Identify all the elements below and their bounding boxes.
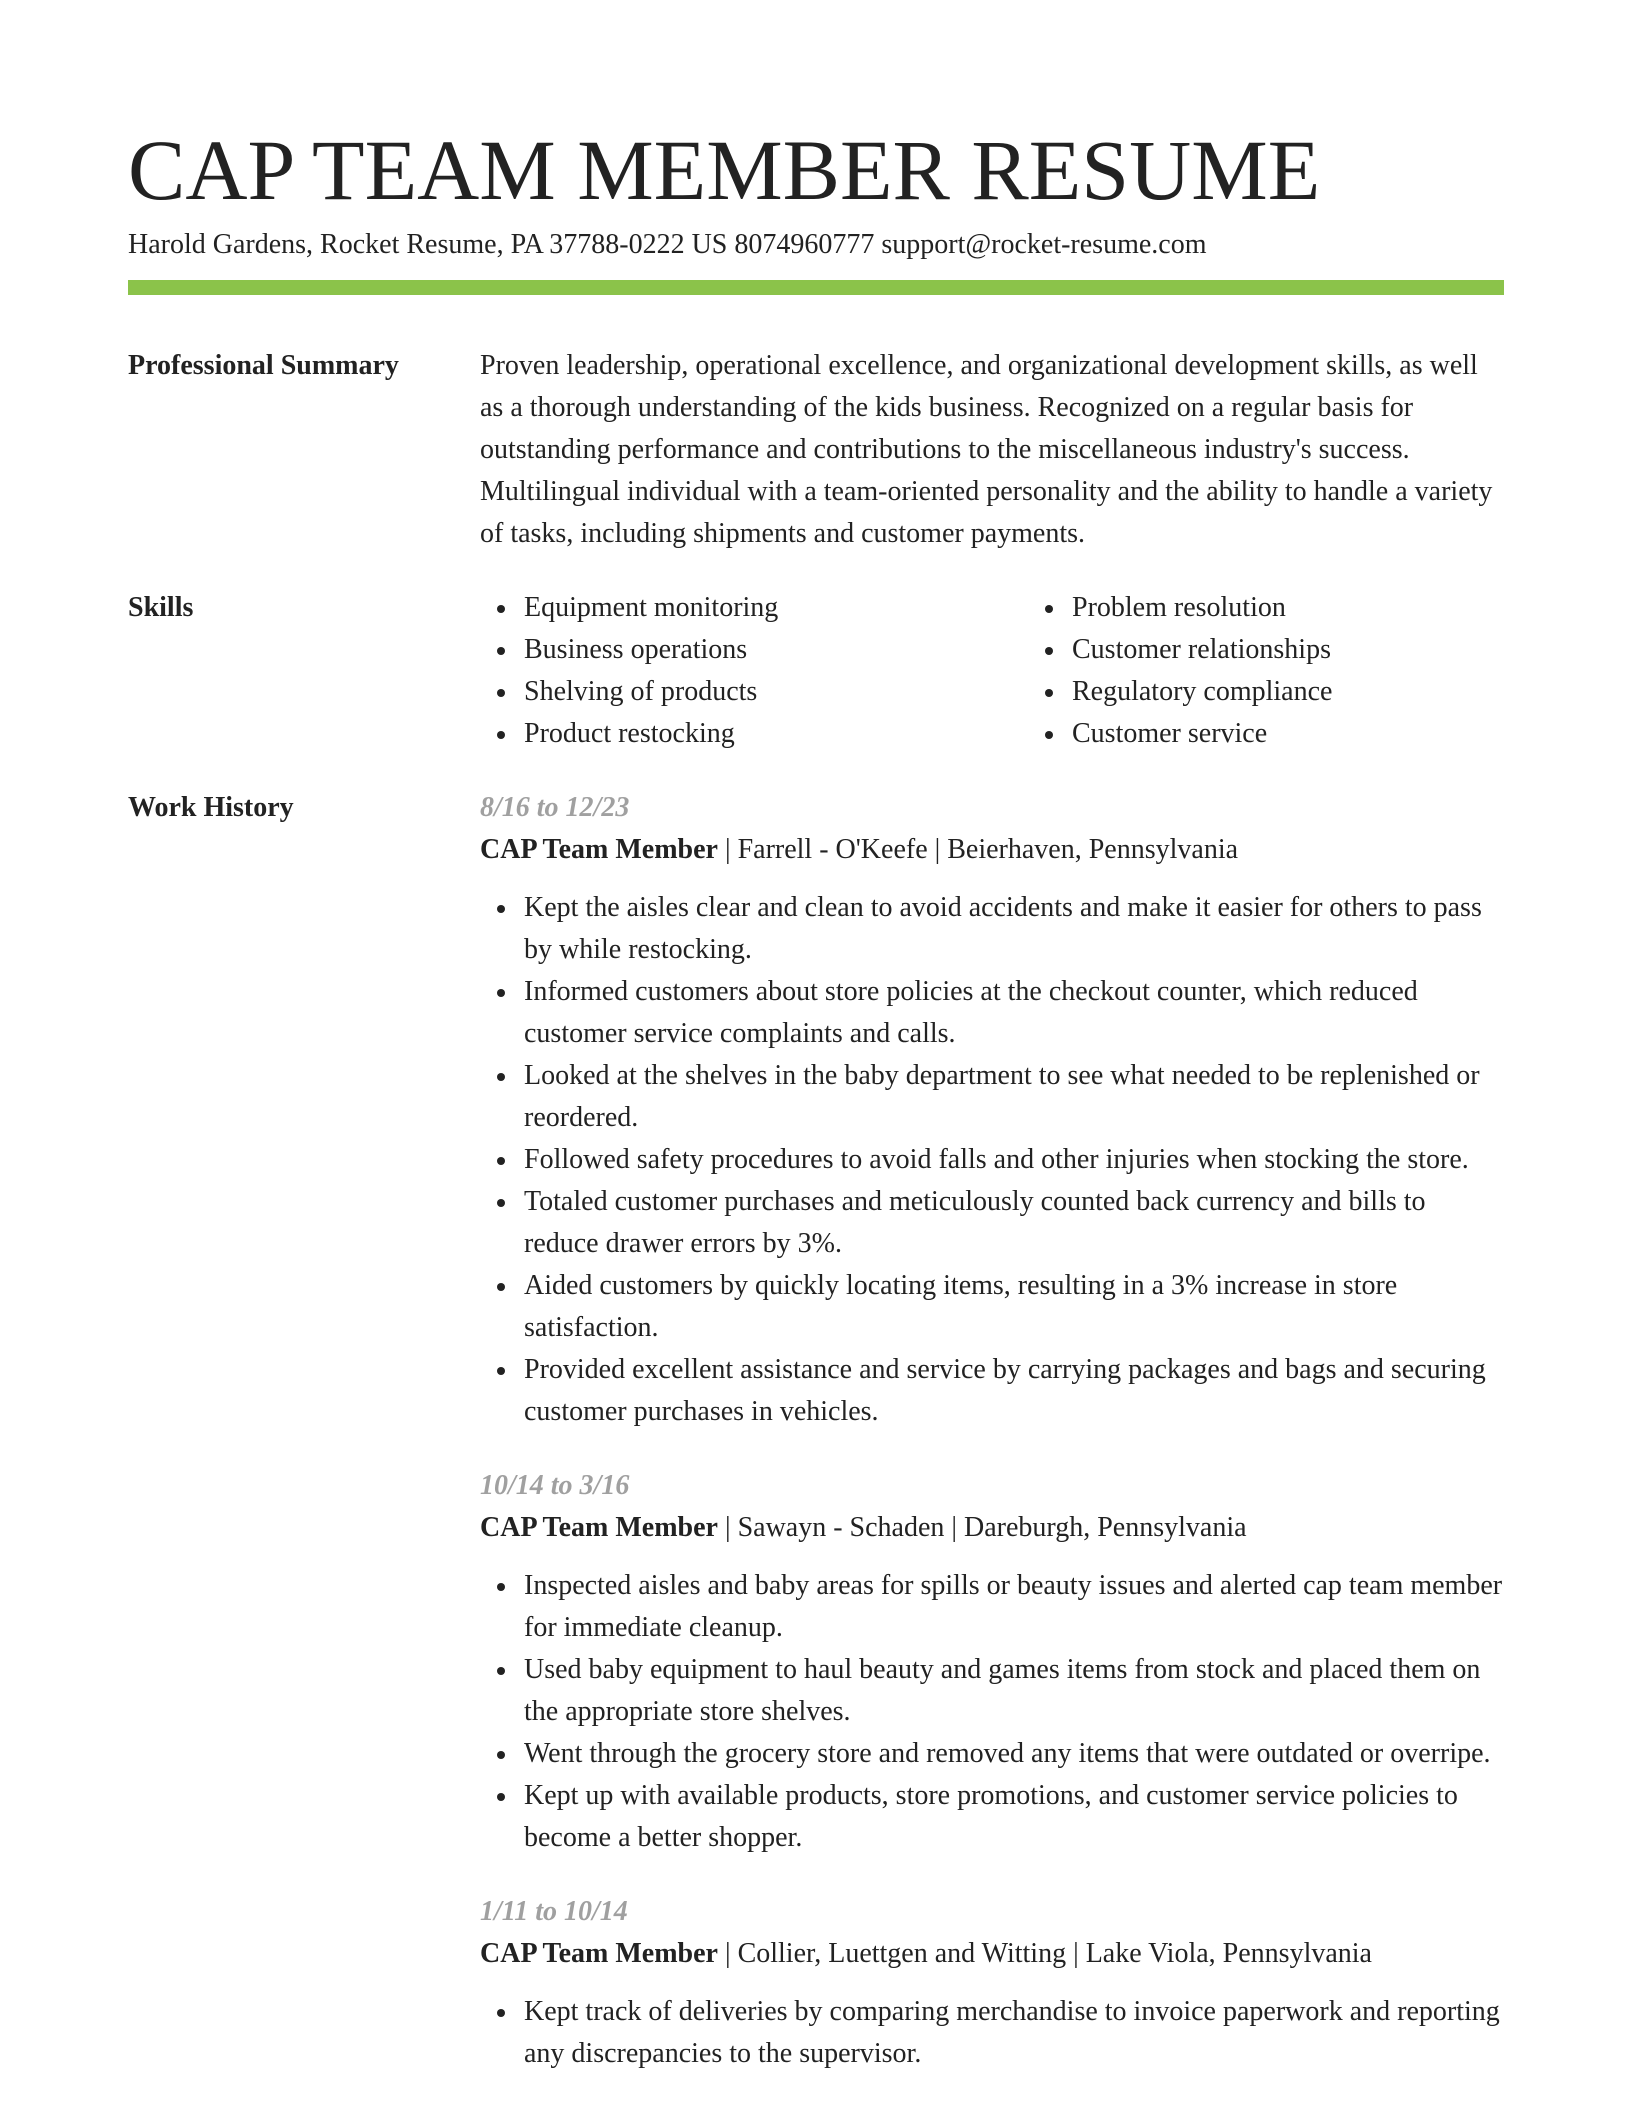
job-duties bbox=[480, 1565, 1504, 1859]
duty-item: Went through the grocery store and removed any items that were outdated or overripe. bbox=[524, 1733, 1504, 1775]
duty-item: Used baby equipment to haul beauty and games items from stock and placed them on the appropriate store shelves. bbox=[524, 1649, 1504, 1733]
duty-item: Kept the aisles clear and clean to avoid accidents and make it easier for others to pass by while restocking. bbox=[524, 887, 1504, 971]
job-entry bbox=[480, 787, 1504, 1433]
skill-item: Problem resolution bbox=[1072, 587, 1576, 629]
skill-item: Equipment monitoring bbox=[524, 587, 1028, 629]
skills-section bbox=[128, 587, 1504, 755]
job-employer-location: | Farrell - O'Keefe | Beierhaven, Pennsylvania bbox=[717, 834, 1239, 865]
job-dates: 8/16 to 12/23 bbox=[480, 792, 630, 823]
skill-item: Customer relationships bbox=[1072, 629, 1576, 671]
skill-item: Business operations bbox=[524, 629, 1028, 671]
skill-item: Customer service bbox=[1072, 713, 1576, 755]
duty-item: Totaled customer purchases and meticulously counted back currency and bills to reduce drawer errors by 3%. bbox=[524, 1181, 1504, 1265]
skills-column-left bbox=[480, 587, 1028, 755]
summary-section bbox=[128, 345, 1504, 555]
section-label-skills: Skills bbox=[128, 592, 194, 623]
work-history-list bbox=[480, 787, 1504, 2107]
job-title: CAP Team Member bbox=[480, 1512, 718, 1543]
contact-line: Harold Gardens, Rocket Resume, PA 37788-0222 US 8074960777 support@rocket-resume.com bbox=[128, 229, 1207, 260]
job-duties bbox=[480, 887, 1504, 1433]
job-title-line bbox=[480, 829, 1504, 871]
duty-item: Informed customers about store policies at the checkout counter, which reduced customer service complaints and calls. bbox=[524, 971, 1504, 1055]
duty-item: Followed safety procedures to avoid falls and other injuries when stocking the store. bbox=[524, 1139, 1504, 1181]
header-divider bbox=[128, 280, 1504, 295]
job-entry bbox=[480, 1465, 1504, 1859]
section-label-work-history: Work History bbox=[128, 792, 294, 823]
skill-item: Product restocking bbox=[524, 713, 1028, 755]
skills-grid bbox=[480, 587, 1576, 755]
job-entry bbox=[480, 1891, 1504, 2075]
job-title-line bbox=[480, 1933, 1504, 1975]
job-title-line bbox=[480, 1507, 1504, 1549]
job-title: CAP Team Member bbox=[480, 1938, 718, 1969]
work-history-section bbox=[128, 787, 1504, 2107]
skill-item: Shelving of products bbox=[524, 671, 1028, 713]
job-employer-location: | Sawayn - Schaden | Dareburgh, Pennsylvania bbox=[717, 1512, 1247, 1543]
duty-item: Kept up with available products, store promotions, and customer service policies to become a better shopper. bbox=[524, 1775, 1504, 1859]
section-label-summary: Professional Summary bbox=[128, 350, 399, 381]
duty-item: Inspected aisles and baby areas for spills or beauty issues and alerted cap team member for immediate cleanup. bbox=[524, 1565, 1504, 1649]
resume-title: CAP TEAM MEMBER RESUME bbox=[128, 122, 1321, 218]
job-duties bbox=[480, 1991, 1504, 2075]
duty-item: Provided excellent assistance and service by carrying packages and bags and securing customer purchases in vehicles. bbox=[524, 1349, 1504, 1433]
duty-item: Aided customers by quickly locating items, resulting in a 3% increase in store satisfaction. bbox=[524, 1265, 1504, 1349]
resume-page bbox=[128, 120, 1504, 2107]
job-dates: 10/14 to 3/16 bbox=[480, 1470, 630, 1501]
duty-item: Looked at the shelves in the baby department to see what needed to be replenished or reordered. bbox=[524, 1055, 1504, 1139]
skills-column-right bbox=[1028, 587, 1576, 755]
job-title: CAP Team Member bbox=[480, 834, 718, 865]
skill-item: Regulatory compliance bbox=[1072, 671, 1576, 713]
summary-text: Proven leadership, operational excellence, and organizational development skills, as well as a thorough understanding of the kids business. Recognized on a regular basis for outstanding performance and contributions to the miscellaneous industry's success. Multilingual individual with a team-oriented personality and the ability to handle a variety of tasks, including shipments and customer payments. bbox=[480, 350, 1493, 549]
job-employer-location: | Collier, Luettgen and Witting | Lake Viola, Pennsylvania bbox=[717, 1938, 1372, 1969]
duty-item: Kept track of deliveries by comparing merchandise to invoice paperwork and reporting any discrepancies to the supervisor. bbox=[524, 1991, 1504, 2075]
job-dates: 1/11 to 10/14 bbox=[480, 1896, 628, 1927]
